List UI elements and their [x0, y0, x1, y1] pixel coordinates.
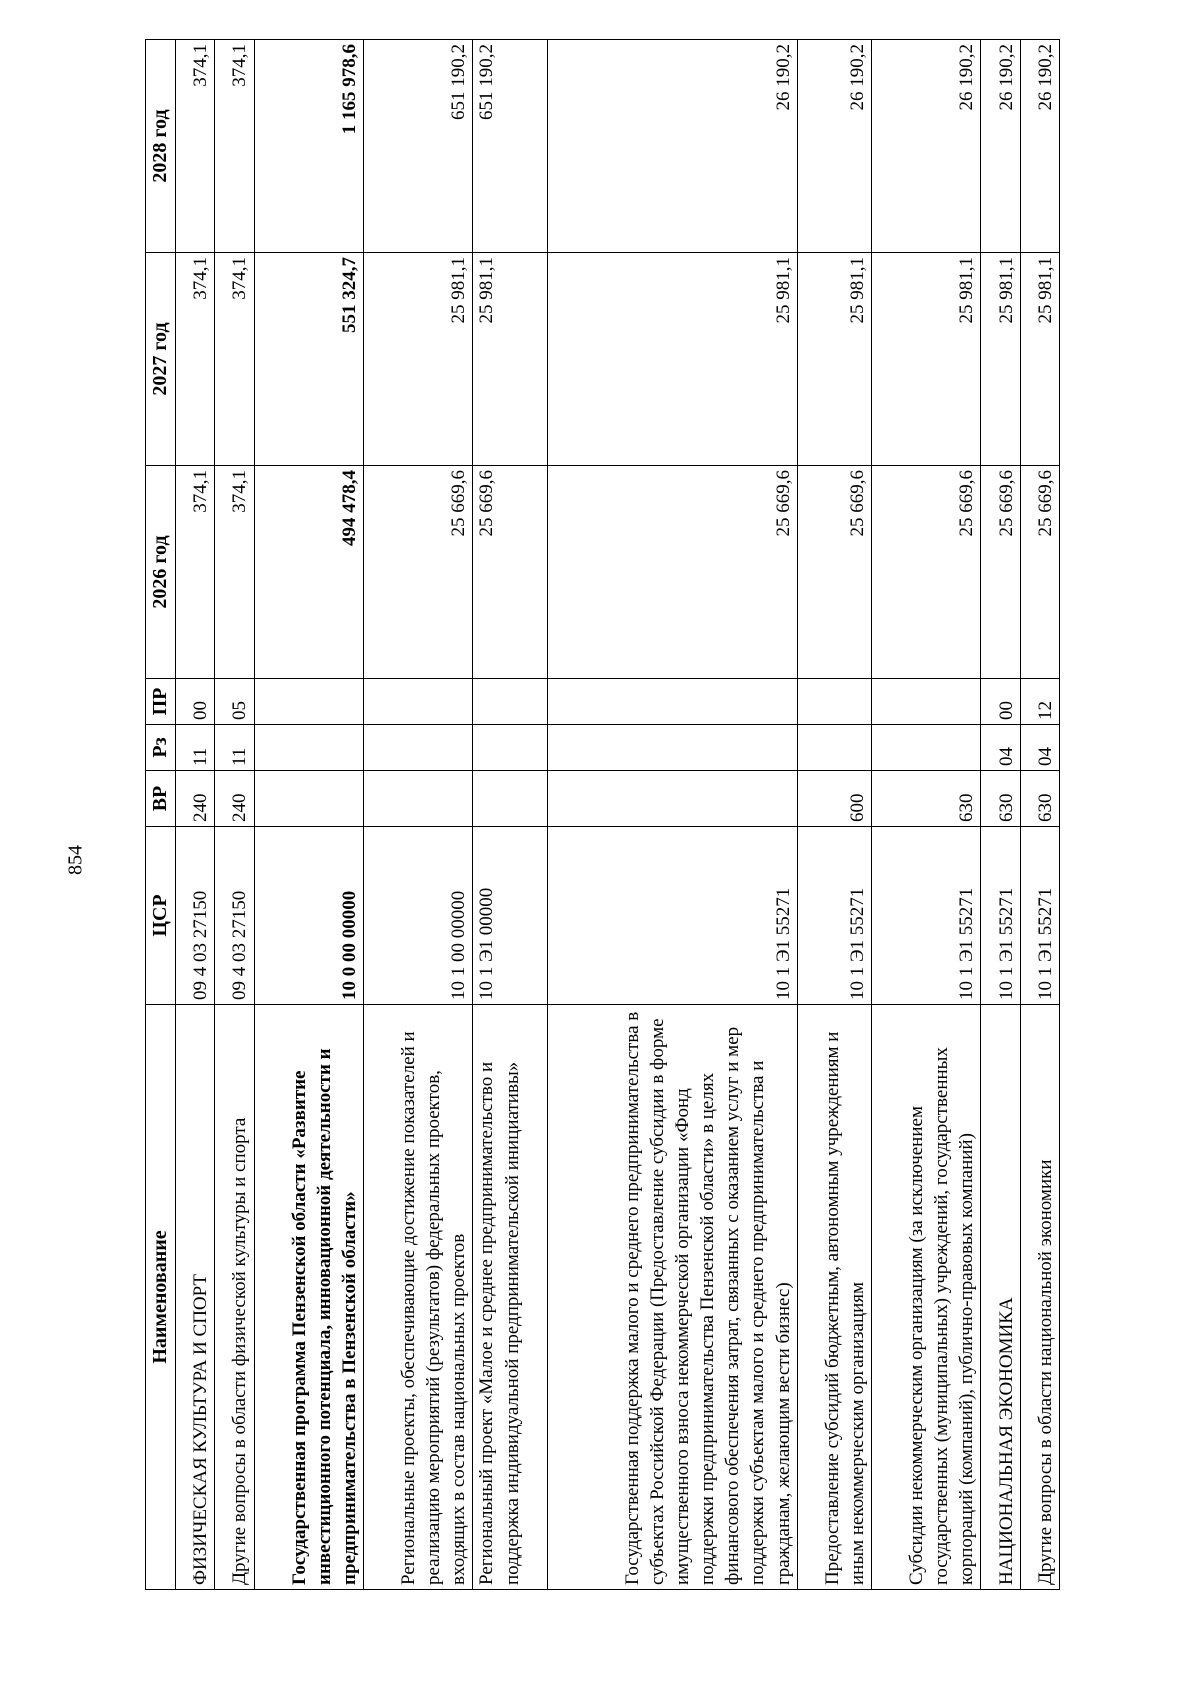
cell-2028: 1 165 978,6 — [254, 40, 363, 253]
table-row — [981, 40, 1020, 1590]
cell-2027: 25 981,1 — [473, 253, 547, 466]
table-row — [473, 40, 547, 1590]
cell-2028: 26 190,2 — [1020, 40, 1059, 253]
cell-2026: 25 669,6 — [981, 466, 1020, 679]
table-row — [176, 40, 215, 1590]
cell-2027: 551 324,7 — [254, 253, 363, 466]
cell-2028: 26 190,2 — [797, 40, 871, 253]
header-row — [146, 40, 176, 1590]
page-number: 854 — [64, 845, 87, 875]
cell-name: Другие вопросы в области национальной экономики — [1020, 1005, 1059, 1590]
cell-vr: 240 — [215, 771, 254, 827]
cell-pr: 00 — [981, 679, 1020, 725]
cell-2026: 25 669,6 — [871, 466, 980, 679]
cell-2026: 25 669,6 — [547, 466, 797, 679]
cell-vr: 630 — [981, 771, 1020, 827]
cell-vr: 240 — [176, 771, 215, 827]
cell-2027: 374,1 — [215, 253, 254, 466]
header-2027: 2027 год — [146, 253, 176, 466]
cell-csr: 10 1 00 00000 — [364, 827, 473, 1005]
cell-csr: 10 0 00 00000 — [254, 827, 363, 1005]
header-vr: ВР — [146, 771, 176, 827]
cell-2028: 374,1 — [176, 40, 215, 253]
table-row — [1020, 40, 1059, 1590]
cell-name: Государственная поддержка малого и среднего предпринимательства в субъектах Российской Федерации (Предоставление субсидии в форме имущественного взноса некоммерческой организации «Фонд поддержки предпринимательства Пензенской области» в целях финансового обеспечения затрат, связанных с оказанием услуг и мер поддержки субъектам малого и среднего предпринимательства и гражданам, желающим вести бизнес) — [547, 1005, 797, 1590]
header-2028: 2028 год — [146, 40, 176, 253]
cell-2026: 25 669,6 — [364, 466, 473, 679]
cell-pr — [473, 679, 547, 725]
cell-pr: 05 — [215, 679, 254, 725]
cell-vr: 630 — [871, 771, 980, 827]
cell-2026: 25 669,6 — [473, 466, 547, 679]
cell-vr — [254, 771, 363, 827]
cell-pr: 00 — [176, 679, 215, 725]
cell-name: Предоставление субсидий бюджетным, автономным учреждениям и иным некоммерческим организациям — [797, 1005, 871, 1590]
budget-table — [145, 39, 1060, 1590]
cell-vr — [547, 771, 797, 827]
cell-csr: 10 1 Э1 55271 — [981, 827, 1020, 1005]
cell-csr: 10 1 Э1 55271 — [1020, 827, 1059, 1005]
header-pr: ПР — [146, 679, 176, 725]
cell-2026: 374,1 — [176, 466, 215, 679]
cell-csr: 10 1 Э1 55271 — [797, 827, 871, 1005]
cell-csr: 10 1 Э1 55271 — [547, 827, 797, 1005]
cell-name: Региональные проекты, обеспечивающие достижение показателей и реализацию мероприятий (результатов) федеральных проектов, входящих в состав национальных проектов — [364, 1005, 473, 1590]
cell-name: Региональный проект «Малое и среднее предпринимательство и поддержка индивидуальной предпринимательской инициативы» — [473, 1005, 547, 1590]
cell-2027: 25 981,1 — [871, 253, 980, 466]
cell-rz — [473, 725, 547, 771]
cell-2026: 494 478,4 — [254, 466, 363, 679]
header-csr: ЦСР — [146, 827, 176, 1005]
cell-csr: 10 1 Э1 00000 — [473, 827, 547, 1005]
table-row — [797, 40, 871, 1590]
cell-pr: 12 — [1020, 679, 1059, 725]
cell-name: НАЦИОНАЛЬНАЯ ЭКОНОМИКА — [981, 1005, 1020, 1590]
cell-2027: 25 981,1 — [1020, 253, 1059, 466]
cell-pr — [547, 679, 797, 725]
header-rz: Рз — [146, 725, 176, 771]
cell-2027: 25 981,1 — [797, 253, 871, 466]
cell-rz: 04 — [1020, 725, 1059, 771]
cell-name: Другие вопросы в области физической культуры и спорта — [215, 1005, 254, 1590]
cell-2026: 25 669,6 — [797, 466, 871, 679]
table-row — [254, 40, 363, 1590]
header-name: Наименование — [146, 1005, 176, 1590]
cell-2028: 26 190,2 — [981, 40, 1020, 253]
cell-2028: 26 190,2 — [547, 40, 797, 253]
cell-2028: 374,1 — [215, 40, 254, 253]
cell-vr — [473, 771, 547, 827]
table-row — [364, 40, 473, 1590]
cell-vr: 600 — [797, 771, 871, 827]
cell-2027: 25 981,1 — [981, 253, 1020, 466]
header-2026: 2026 год — [146, 466, 176, 679]
cell-2028: 651 190,2 — [364, 40, 473, 253]
cell-csr: 10 1 Э1 55271 — [871, 827, 980, 1005]
cell-2026: 25 669,6 — [1020, 466, 1059, 679]
cell-rz: 11 — [215, 725, 254, 771]
cell-csr: 09 4 03 27150 — [176, 827, 215, 1005]
cell-name: Государственная программа Пензенской области «Развитие инвестиционного потенциала, инновационной деятельности и предпринимательства в Пензенской области» — [254, 1005, 363, 1590]
cell-2028: 26 190,2 — [871, 40, 980, 253]
cell-rz — [871, 725, 980, 771]
cell-vr — [364, 771, 473, 827]
cell-2027: 374,1 — [176, 253, 215, 466]
table-row — [547, 40, 797, 1590]
cell-rz — [364, 725, 473, 771]
table-row — [215, 40, 254, 1590]
cell-2028: 651 190,2 — [473, 40, 547, 253]
cell-rz — [547, 725, 797, 771]
cell-pr — [797, 679, 871, 725]
cell-pr — [254, 679, 363, 725]
cell-pr — [871, 679, 980, 725]
cell-csr: 09 4 03 27150 — [215, 827, 254, 1005]
cell-vr: 630 — [1020, 771, 1059, 827]
rotated-table-container — [145, 40, 1060, 1590]
cell-rz — [254, 725, 363, 771]
cell-2027: 25 981,1 — [364, 253, 473, 466]
cell-rz: 11 — [176, 725, 215, 771]
cell-rz: 04 — [981, 725, 1020, 771]
table-row — [871, 40, 980, 1590]
cell-pr — [364, 679, 473, 725]
cell-name: ФИЗИЧЕСКАЯ КУЛЬТУРА И СПОРТ — [176, 1005, 215, 1590]
cell-name: Субсидии некоммерческим организациям (за исключением государственных (муниципальных) учреждений, государственных корпораций (компаний), публично-правовых компаний) — [871, 1005, 980, 1590]
cell-2026: 374,1 — [215, 466, 254, 679]
cell-rz — [797, 725, 871, 771]
cell-2027: 25 981,1 — [547, 253, 797, 466]
